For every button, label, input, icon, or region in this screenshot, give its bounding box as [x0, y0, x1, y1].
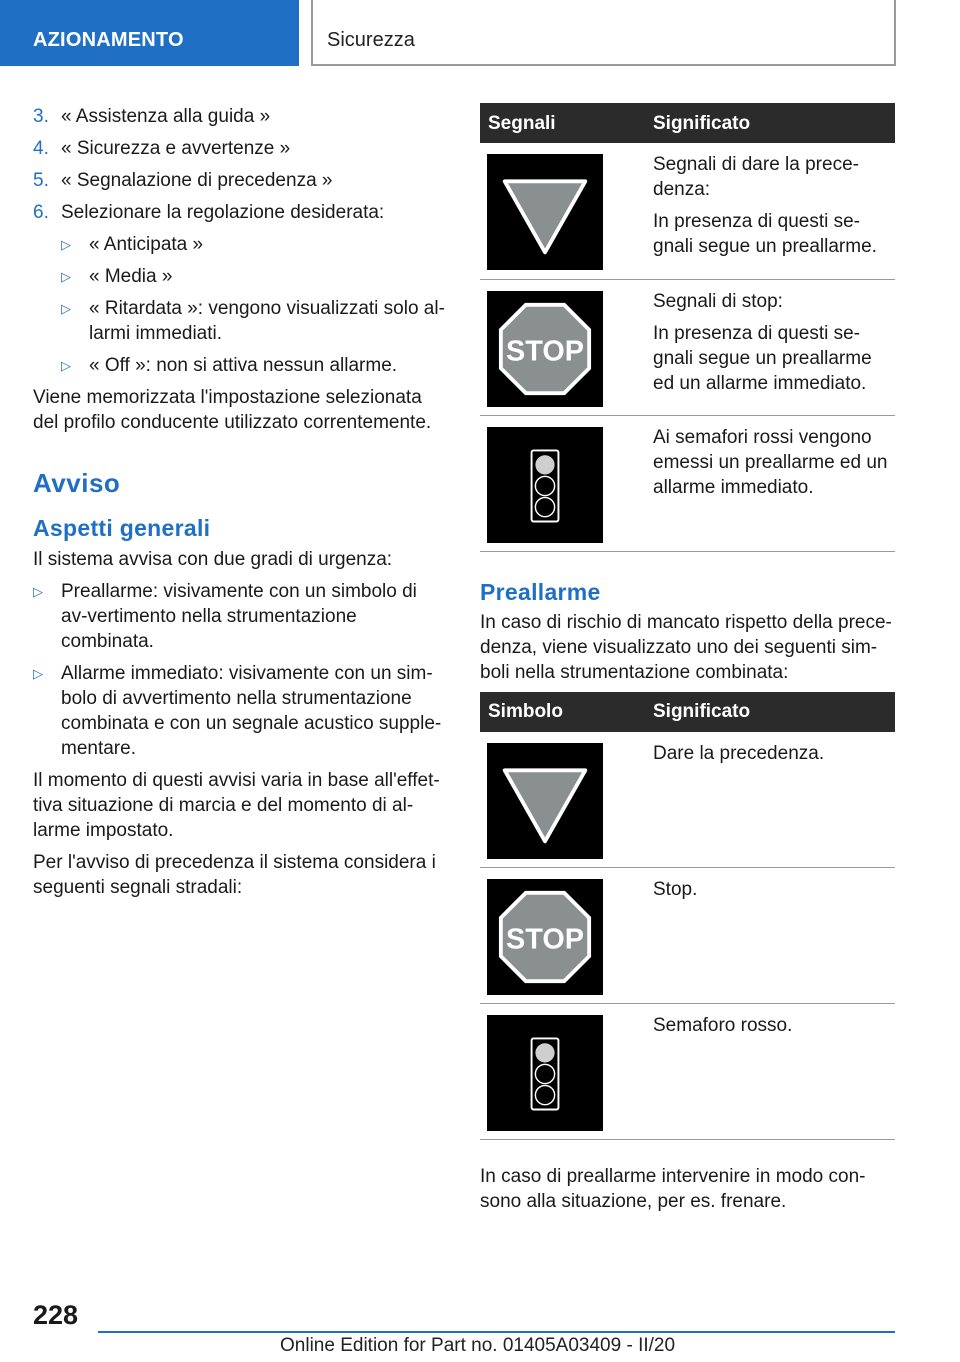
step-number: 6.	[33, 202, 49, 223]
avviso-bullet	[33, 579, 445, 654]
triangle-bullet-icon: ▷	[61, 237, 71, 252]
page-header	[0, 0, 960, 66]
footer-divider	[98, 1331, 895, 1333]
option-text: « Media »	[89, 266, 173, 287]
section-tab: AZIONAMENTO	[0, 0, 299, 66]
table-header-meaning: Significato	[645, 103, 895, 143]
table-row	[480, 279, 895, 415]
section-heading-preallarme: Preallarme	[480, 578, 601, 605]
table-header-symbol: Simbolo	[480, 692, 645, 732]
signals-table	[480, 103, 895, 552]
meaning-text: Ai semafori rossi vengono emessi un preallarme ed un allarme immediato.	[653, 426, 888, 498]
subsection-heading: Aspetti generali	[33, 515, 211, 541]
triangle-bullet-icon: ▷	[61, 358, 71, 373]
avviso-paragraph: Il momento di questi avvisi varia in base all'effet-tiva situazione di marcia e del momento di al-larme impostato.	[33, 770, 440, 841]
memo-paragraph: Viene memorizzata l'impostazione selezionata del profilo conducente utilizzato correntemente.	[33, 387, 432, 433]
option-text: « Anticipata »	[89, 234, 204, 255]
avviso-intro: Il sistema avvisa con due gradi di urgenza:	[33, 549, 393, 570]
meaning-text: Semaforo rosso.	[653, 1015, 793, 1036]
edition-footer: Online Edition for Part no. 01405A03409 - II/20	[280, 1335, 676, 1356]
option-item	[33, 353, 445, 378]
table-row	[480, 415, 895, 551]
option-item	[33, 264, 445, 289]
stop-sign-label: STOP	[506, 335, 584, 368]
step-item	[33, 200, 445, 225]
meaning-text: Stop.	[653, 879, 698, 900]
stop-sign-icon	[487, 291, 603, 407]
table-row	[480, 868, 895, 1004]
meaning-text: In presenza di questi se-gnali segue un preallarme ed un allarme immediato.	[653, 322, 872, 394]
meaning-text: Segnali di dare la prece-denza:	[653, 154, 859, 200]
step-text: « Segnalazione di precedenza »	[61, 170, 333, 191]
triangle-bullet-icon: ▷	[61, 269, 71, 284]
triangle-bullet-icon: ▷	[33, 666, 43, 681]
section-heading-avviso: Avviso	[33, 468, 121, 498]
meaning-text: In presenza di questi se-gnali segue un preallarme.	[653, 211, 877, 257]
bullet-text: Preallarme: visivamente con un simbolo di av-vertimento nella strumentazione combinata.	[61, 581, 417, 652]
meaning-text: Segnali di stop:	[653, 290, 783, 312]
table-row	[480, 1004, 895, 1140]
triangle-bullet-icon: ▷	[61, 301, 71, 316]
option-item	[33, 232, 445, 257]
traffic-light-icon	[487, 1015, 603, 1131]
table-header-signals: Segnali	[480, 103, 645, 143]
stop-sign-icon	[487, 879, 603, 995]
closing-paragraph: In caso di preallarme intervenire in modo con-sono alla situazione, per es. frenare.	[480, 1166, 866, 1212]
yield-sign-icon	[487, 743, 603, 859]
chapter-title: Sicurezza	[311, 0, 896, 66]
avviso-bullet	[33, 661, 445, 761]
step-text: Selezionare la regolazione desiderata:	[61, 202, 385, 223]
stop-sign-label: STOP	[506, 923, 584, 956]
page-number: 228	[33, 1300, 79, 1330]
meaning-text: Dare la precedenza.	[653, 742, 825, 764]
step-number: 4.	[33, 138, 49, 159]
traffic-light-icon	[487, 427, 603, 543]
step-item	[33, 168, 445, 193]
step-text: « Assistenza alla guida »	[61, 106, 271, 127]
step-item	[33, 136, 445, 161]
bullet-text: Allarme immediato: visivamente con un sim-bolo di avvertimento nella strumentazione combinata e con un segnale acustico supple-mentare.	[61, 663, 442, 759]
step-number: 5.	[33, 170, 49, 191]
table-header-meaning: Significato	[645, 692, 895, 732]
step-number: 3.	[33, 106, 49, 127]
table-row	[480, 143, 895, 279]
triangle-bullet-icon: ▷	[33, 584, 43, 599]
option-text: « Ritardata »: vengono visualizzati solo al-larmi immediati.	[89, 298, 445, 344]
symbols-table	[480, 692, 895, 1141]
preallarme-intro: In caso di rischio di mancato rispetto della prece-denza, viene visualizzato uno dei seguenti sim-boli nella strumentazione combinata:	[480, 611, 892, 683]
avviso-paragraph: Per l'avviso di precedenza il sistema considera i seguenti segnali stradali:	[33, 852, 436, 898]
step-text: « Sicurezza e avvertenze »	[61, 138, 291, 159]
table-row	[480, 732, 895, 868]
yield-sign-icon	[487, 154, 603, 270]
option-text: « Off »: non si attiva nessun allarme.	[89, 355, 398, 376]
left-column	[33, 104, 445, 907]
option-item	[33, 296, 445, 346]
right-column	[480, 103, 895, 1214]
step-item	[33, 104, 445, 129]
